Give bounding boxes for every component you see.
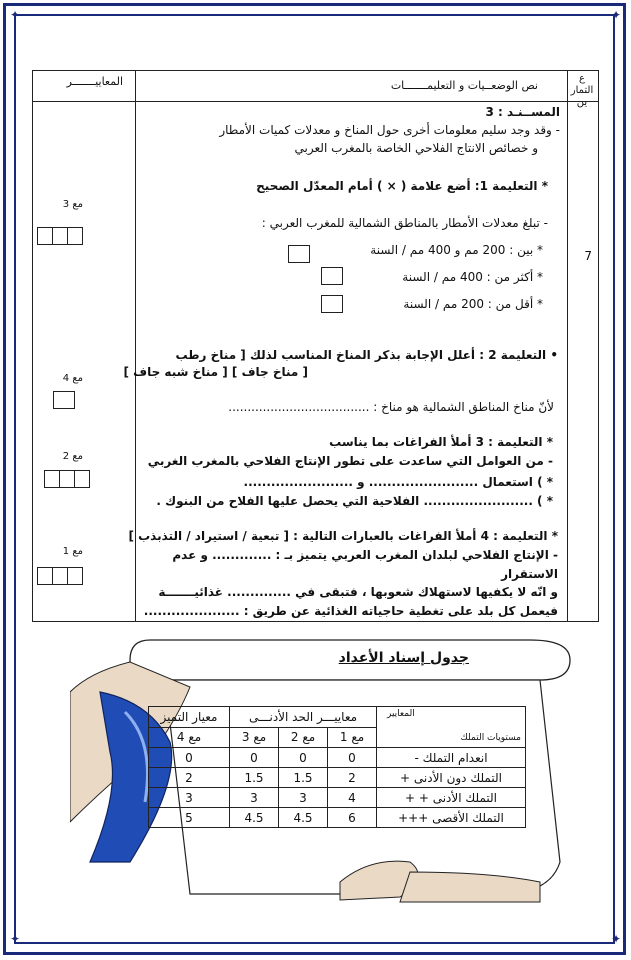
task4-title: * التعليمة : 4 أملأ الفراغات بالعبارات التالية : [ تبعية / استيراد / التذبذب ] xyxy=(128,529,558,543)
criterion-col-4: مع 4 xyxy=(149,727,230,748)
task3-criterion: مع 2 xyxy=(62,451,83,462)
score-cell: 4.5 xyxy=(230,808,279,828)
score-cell: 1.5 xyxy=(230,768,279,788)
level-label: التملك الأقصى +++ xyxy=(377,808,526,828)
table-row xyxy=(149,788,526,808)
task1-checkbox-1[interactable] xyxy=(288,245,310,263)
score-cell: 4 xyxy=(328,788,377,808)
corner-ornament-icon: ✦ xyxy=(610,8,622,22)
grading-table xyxy=(148,706,526,828)
score-cell: 0 xyxy=(328,748,377,768)
score-cell: 0 xyxy=(230,748,279,768)
task1-criterion: مع 3 xyxy=(62,199,83,210)
score-cell: 4.5 xyxy=(279,808,328,828)
table-row xyxy=(149,768,526,788)
exercise-table xyxy=(32,70,599,622)
task3-line-2: * ) ........................ الفلاحية التي يحصل عليها الفلاح من البنوك . xyxy=(156,494,553,508)
task3-title: * التعليمة : 3 أملأ الفراغات بما يناسب xyxy=(329,435,553,449)
score-cell: 3 xyxy=(230,788,279,808)
document-intro-1: - وقد وجد سليم معلومات أخرى حول المناخ و معدلات كميات الأمطار xyxy=(219,123,560,137)
document-intro-2: و خصائص الانتاج الفلاحي الخاصة بالمغرب العربي xyxy=(294,141,538,155)
task2-title-2: [ مناخ جاف ] [ مناخ شبه جاف ] xyxy=(123,365,308,379)
task2-criterion: مع 4 xyxy=(62,373,83,384)
score-cell: 0 xyxy=(279,748,328,768)
task4-line-1: - الإنتاج الفلاحي لبلدان المغرب العربي يتميز بـ : ............. و عدم xyxy=(172,548,558,562)
score-cell: 2 xyxy=(149,768,230,788)
task1-title: * التعليمة 1: أضع علامة ( × ) أمام المعدّل الصحيح xyxy=(256,179,548,193)
task3-score-boxes xyxy=(45,470,90,488)
corner-ornament-icon: ✦ xyxy=(9,8,21,22)
document-label: المســنـد : 3 xyxy=(485,105,560,119)
task2-score-box xyxy=(53,391,75,409)
level-label: التملك دون الأدنى + xyxy=(377,768,526,788)
score-cell: 5 xyxy=(149,808,230,828)
score-cell: 3 xyxy=(149,788,230,808)
header-criteria: المعاييـــــــر xyxy=(66,75,123,88)
score-cell: 1.5 xyxy=(279,768,328,788)
level-label: انعدام التملك - xyxy=(377,748,526,768)
score-cell: 0 xyxy=(149,748,230,768)
task2-title-1: • التعليمة 2 : أعلل الإجابة بذكر المناخ المناسب لذلك [ مناخ رطب xyxy=(175,348,558,362)
score-cell: 2 xyxy=(328,768,377,788)
task4-score-boxes xyxy=(38,567,83,585)
task1-checkbox-3[interactable] xyxy=(321,295,343,313)
header-number: ع التمار ين xyxy=(570,73,594,108)
group-min-header: معاييـــر الحد الأدنـــى xyxy=(230,707,377,728)
exercise-number: 7 xyxy=(584,249,592,263)
task3-line-1: * ) استعمال ........................ و ........................ xyxy=(243,475,553,489)
task1-option-1: * بين : 200 مم و 400 مم / السنة xyxy=(370,243,543,257)
corner-ornament-icon: ✦ xyxy=(610,932,622,946)
task1-stem: - تبلغ معدلات الأمطار بالمناطق الشمالية للمغرب العربي : xyxy=(261,216,548,230)
score-cell: 3 xyxy=(279,788,328,808)
corner-bottom-label: مستويات التملك xyxy=(460,733,521,743)
task4-line-3: و انّه لا يكفيها لاستهلاك شعوبها ، فتبقى في .............. غذائيـــــــة xyxy=(158,585,558,599)
score-cell: 6 xyxy=(328,808,377,828)
task4-line-2: الاستقرار xyxy=(501,567,558,581)
criterion-col-1: مع 1 xyxy=(328,727,377,748)
table-row xyxy=(149,808,526,828)
level-label: التملك الأدنى + + xyxy=(377,788,526,808)
task3-stem: - من العوامل التي ساعدت على تطور الإنتاج الفلاحي بالمغرب الغربي xyxy=(147,454,553,468)
task1-checkbox-2[interactable] xyxy=(321,267,343,285)
group-excellence-header: معيار التميز xyxy=(149,707,230,728)
corner-top-label: المعايير xyxy=(387,709,415,719)
task1-option-3: * أقل من : 200 مم / السنة xyxy=(403,297,543,311)
criterion-col-2: مع 2 xyxy=(279,727,328,748)
table-row xyxy=(149,748,526,768)
task1-score-boxes xyxy=(38,227,83,245)
task2-answer: لأنّ مناخ المناطق الشمالية هو مناخ : ..................................... xyxy=(228,400,554,414)
corner-ornament-icon: ✦ xyxy=(9,932,21,946)
column-divider xyxy=(567,71,568,621)
task1-option-2: * أكثر من : 400 مم / السنة xyxy=(402,270,543,284)
task4-criterion: مع 1 xyxy=(62,546,83,557)
criterion-col-3: مع 3 xyxy=(230,727,279,748)
task4-line-4: فيعمل كل بلد على تغطية حاجياته الغذائية عن طريق : ..................... xyxy=(143,604,558,618)
grading-title: جدول إسناد الأعداد xyxy=(338,650,469,666)
header-text: نص الوضعــيات و التعليمـــــــات xyxy=(390,79,538,92)
grading-corner-cell xyxy=(377,707,526,748)
